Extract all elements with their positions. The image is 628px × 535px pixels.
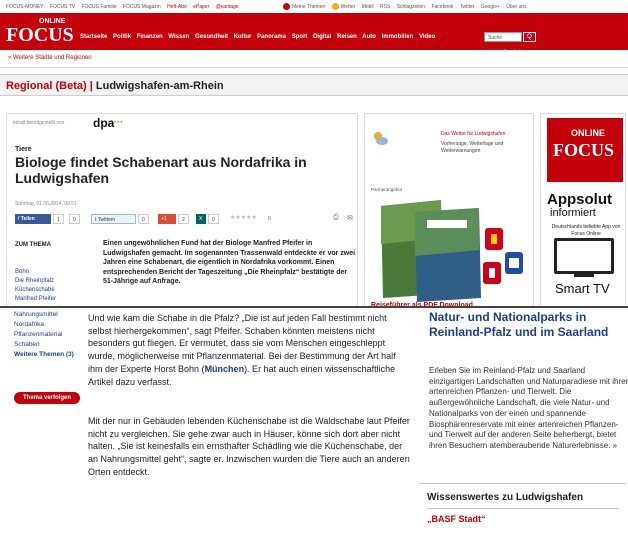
wissenswertes-heading: Wissenswertes zu Ludwigshafen — [427, 492, 584, 503]
facebook-count: 1 — [53, 214, 64, 224]
ad-informiert: informiert — [550, 207, 596, 219]
nav-gesundheit[interactable]: Gesundheit — [195, 34, 229, 40]
nav-video[interactable]: Video — [418, 34, 436, 40]
ueber-uns-link[interactable]: Über uns — [506, 3, 527, 10]
article-teaser: Einen ungewöhnlichen Fund hat der Biologe Manfred Pfeifer in Ludwigshafen gemacht. Im sogenannten Trassenwald entdeckte er vor zwei Jahren eine Schabenart, die eigentlich in Nordafrika vorkommt. Einen entsprechenden Bericht der Tageszeitung „Die Rheinpfalz“ bestätigte der 51-Jährige auf Anfrage. — [103, 240, 356, 286]
weather-icon — [371, 130, 389, 146]
topic-link[interactable]: Bohn — [15, 269, 30, 275]
nature-parks-heading[interactable]: Natur- und Nationalparks in Reinland-Pfalz und im Saarland — [429, 310, 609, 339]
nav-sport[interactable]: Sport — [291, 34, 308, 40]
weitere-staedte-link[interactable]: » Weitere Städte und Regionen — [8, 55, 92, 61]
dpa-dots: ••• — [114, 120, 124, 126]
section-divider — [0, 306, 628, 308]
util-link-familie[interactable]: FOCUS Familie — [81, 4, 117, 10]
nav-reisen[interactable]: Reisen — [337, 34, 357, 40]
twitter-share-button[interactable]: t Twittern — [91, 214, 136, 224]
nav-wissen[interactable]: Wissen — [168, 34, 190, 40]
facebook-share-button[interactable]: f Teilen — [15, 214, 51, 224]
sub-bar — [0, 50, 628, 68]
utility-bar — [0, 0, 628, 13]
rating-count: 0 — [268, 216, 271, 222]
more-topics-link[interactable]: Weitere Themen (3) — [14, 351, 74, 358]
nav-immobilien[interactable]: Immobilien — [381, 34, 414, 40]
article-paragraph-1: Und wie kam die Schabe in die Pfalz? „Die ist auf jeden Fall bestimmt nicht selbst hierhergekommen“, sagt Pfeifer. Schaben könnten meistens nicht besonders gut fliegen. Er vermutet, dass sie vom Menschen eingeschleppt wurde, möglicherweise mit Pflanzenmaterial. Bei der Bestimmung der Art half ihm der Experte Horst Bohn (München). Er hat auch einen wissenschaftliche Artikel dazu verfasst. — [88, 313, 396, 387]
ad-smart-tv: Smart TV — [555, 281, 610, 296]
rss-link[interactable]: RSS — [380, 3, 391, 10]
main-nav — [80, 34, 439, 40]
nav-finanzen[interactable]: Finanzen — [136, 34, 163, 40]
nav-auto[interactable]: Auto — [362, 34, 376, 40]
nav-politik[interactable]: Politik — [113, 34, 132, 40]
topic-link[interactable]: Pflanzenmaterial — [14, 331, 63, 338]
basf-stadt-link[interactable]: „BASF Stadt“ — [427, 514, 486, 524]
util-link-vantage[interactable]: @vantage — [215, 4, 239, 10]
topic-link[interactable]: Schaben — [14, 341, 40, 348]
utility-links-left — [6, 4, 244, 10]
dpa-logo: dpa — [93, 116, 115, 130]
util-link-tv[interactable]: FOCUS TV — [49, 4, 76, 10]
tv-stand — [574, 274, 594, 277]
tv-icon — [554, 238, 614, 274]
nav-panorama[interactable]: Panorama — [257, 34, 287, 40]
article-paragraph-2: Mit der nur in Gebäuden lebenden Küchenschabe ist die Waldschabe laut Pfeifer nicht zu vergleichen. Sie gehe zwar auch in Häuser, könne sich dort aber nicht halten. „Sie ist keinesfalls ein ernsthafter Schädling wie die Küchenschabe, der an Nahrungsmittel geht“, sagte er. Inzwischen wurden die Tiere auch an anderen Orten entdeckt. — [88, 416, 410, 477]
topic-link[interactable]: Küchenschabe — [15, 287, 55, 293]
focus-online-logo[interactable]: ONLINE FOCUS — [6, 18, 74, 46]
util-link-abo[interactable]: Heft-Abo — [167, 4, 187, 10]
facebook-like-count: 0 — [69, 214, 80, 224]
util-link-money[interactable]: FOCUS-MONEY — [6, 4, 44, 10]
muenchen-link[interactable]: München — [204, 363, 245, 374]
topic-link[interactable]: Die Rheinpfalz — [15, 278, 55, 284]
topic-link[interactable]: Manfred Pfeifer — [15, 296, 57, 302]
weather-link[interactable]: Das Wetter für Ludwigshafen — [441, 131, 506, 137]
topic-links-continued — [14, 310, 74, 360]
util-link-magazin[interactable]: FOCUS Magazin — [122, 4, 161, 10]
ad-appsolut: Appsolut — [547, 191, 612, 208]
schlagzeilen-link[interactable]: Schlagzeilen — [396, 3, 426, 10]
nav-kultur[interactable]: Kultur — [233, 34, 252, 40]
search-input[interactable]: Suche — [484, 32, 522, 42]
partner-label: Partnerangebot — [371, 187, 403, 192]
print-icon[interactable]: ⎙ — [333, 214, 339, 221]
mail-icon[interactable]: ✉ — [347, 215, 353, 222]
meine-themen-link[interactable]: Meine Themen — [283, 4, 325, 10]
travel-guide-image[interactable] — [371, 198, 529, 302]
utility-links-right — [283, 3, 532, 10]
topic-links — [15, 268, 56, 304]
wetter-link[interactable]: Wetter — [332, 4, 356, 10]
topic-link[interactable]: Nahrungsmittel — [14, 311, 58, 318]
provided-by-label: Inhalt bereitgestellt von — [13, 120, 65, 126]
article-kicker: Tiere — [15, 146, 32, 153]
ad-description: Deutschlands beliebte App von Focus Online — [551, 224, 621, 237]
social-bar — [15, 214, 355, 226]
twitter-count: 0 — [138, 214, 149, 224]
twitter-link[interactable]: Twitter — [459, 3, 475, 10]
facebook-link[interactable]: Facebook — [431, 3, 454, 10]
divider — [427, 508, 619, 509]
mobil-link[interactable]: Mobil — [361, 3, 374, 10]
follow-topic-button[interactable]: Thema verfolgen — [14, 392, 80, 404]
main-header — [0, 13, 628, 50]
twitter-icon: t — [95, 217, 98, 223]
search-icon: Q — [527, 34, 532, 40]
wissenswertes-box — [419, 483, 626, 535]
region-title-bar — [0, 74, 628, 96]
focus-app-ad[interactable] — [540, 113, 626, 308]
google-link[interactable]: Google+ — [480, 3, 500, 10]
article-date: Sonntag, 01.06.2014, 09:51 — [15, 201, 77, 207]
zum-thema-heading: ZUM THEMA — [15, 242, 51, 248]
util-link-epaper[interactable]: ePaper — [193, 4, 210, 10]
search-button[interactable] — [523, 32, 536, 42]
google-plus-button[interactable]: +1 — [158, 214, 176, 224]
xing-count: 0 — [208, 214, 219, 224]
nav-startseite[interactable]: Startseite — [80, 34, 108, 40]
plus-icon — [283, 3, 290, 10]
topic-link[interactable]: Nordafrika — [14, 321, 44, 328]
google-plus-count: 2 — [178, 214, 189, 224]
weather-subtext: Vorhersage, Wetterlage und Wetterwarnungen — [441, 141, 504, 154]
article-box — [6, 113, 358, 308]
rating-stars[interactable]: ★★★★★ — [230, 215, 257, 221]
focus-online-ad-logo: ONLINE FOCUS — [547, 118, 623, 182]
xing-button[interactable]: X — [196, 214, 206, 224]
region-title: Regional (Beta) | Ludwigshafen-am-Rhein — [6, 80, 224, 92]
weather-partner-box — [364, 113, 534, 308]
nature-parks-text: Erleben Sie im Reinland-Pfalz und Saarland einzigartigen Landschaften und Naturparadiese mit ihrer artenreichen Pflanzen- und Tierwelt. Die außergewöhnliche Landschaft, die viele Natur- und Nationalparks von der einen und spannende Biosphärenreservate mit einer artenreichen Pflanzen- und Tierwelt auf der anderen Seite beherbergt, bietet ihren Besuchern atemberaubende Naturerlebnisse. » — [429, 366, 628, 450]
sun-icon — [332, 3, 339, 10]
article-headline: Biologe findet Schabenart aus Nordafrika in Ludwigshafen — [15, 154, 307, 186]
nav-digital[interactable]: Digital — [313, 34, 332, 40]
